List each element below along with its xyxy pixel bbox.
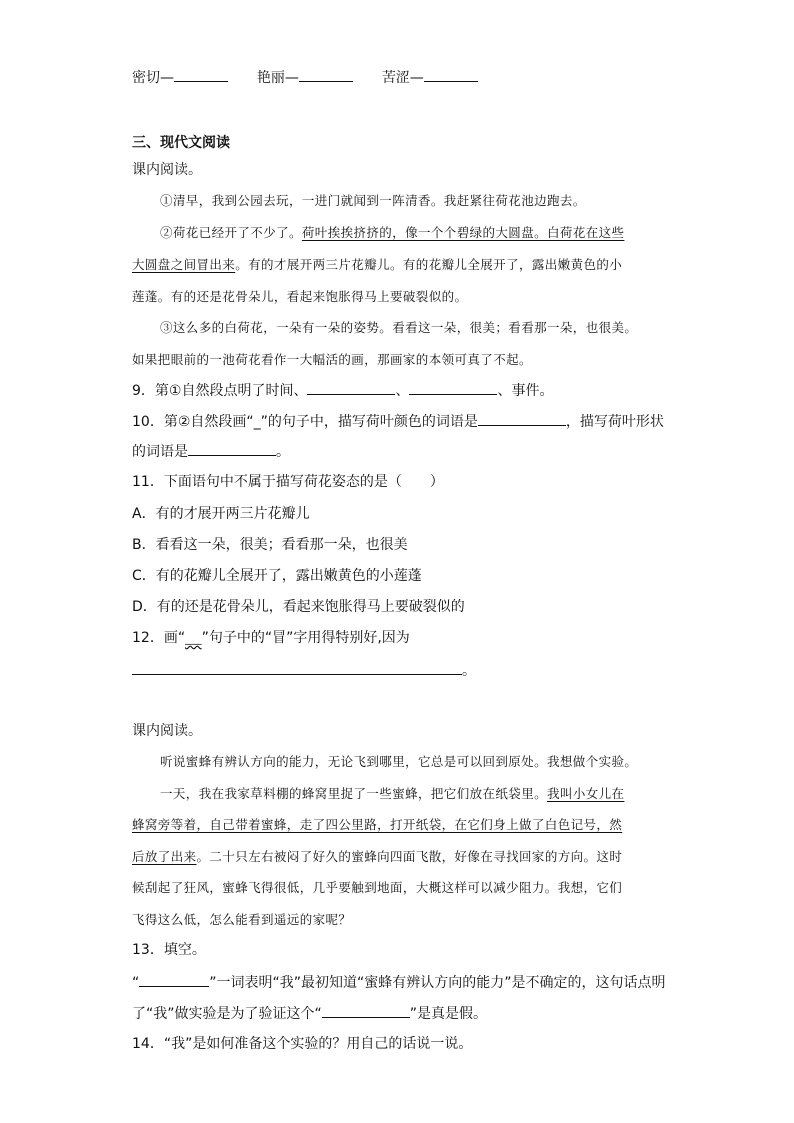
reading-intro-1: 课内阅读。 [132, 162, 202, 178]
passage1-para1: ①清早，我到公园去玩，一进门就闻到一阵清香。我赶紧往荷花池边跑去。 [160, 193, 586, 208]
vocab-word-3: 苦涩— [381, 70, 424, 86]
q10-blank-1[interactable] [478, 411, 566, 426]
question-13-line2: 了“我”做实验是为了验证这个“ ”是真是假。 [132, 1003, 487, 1024]
question-9: 9．第①自然段点明了时间、 、 、事件。 [132, 380, 553, 401]
passage1-para3-line2: 如果把眼前的一池荷花看作一大幅活的画，那画家的本领可真了不起。 [132, 352, 532, 367]
question-11: 11．下面语句中不属于描写荷花姿态的是（ ） [132, 474, 444, 490]
passage2-line3 [132, 815, 662, 835]
passage1-para3-line1: ③这么多的白荷花，一朵有一朵的姿势。看看这一朵，很美；看看那一朵，也很美。 [160, 320, 638, 335]
q13-blank-1[interactable] [139, 972, 209, 987]
passage2-line2: 一天，我在我家草料棚的蜂窝里捉了一些蜜蜂，把它们放在纸袋里。我叫小女儿在 [160, 786, 625, 801]
vocab-blank-2[interactable] [299, 67, 353, 82]
passage1-para2-line3: 莲蓬。有的还是花骨朵儿，看起来饱胀得马上要破裂似的。 [132, 289, 468, 304]
q11-option-d[interactable]: D．有的还是花骨朵儿，看起来饱胀得马上要破裂似的 [132, 599, 465, 615]
q9-blank-1[interactable] [307, 380, 395, 395]
question-13: 13．填空。 [132, 942, 206, 958]
passage1-para2-line2: 大圆盘之间冒出来。有的才展开两三片花瓣儿。有的花瓣儿全展开了，露出嫩黄色的小 [132, 257, 623, 272]
reading-intro-2: 课内阅读。 [132, 723, 202, 739]
q11-option-b[interactable]: B．看看这一朵，很美；看看那一朵，也很美 [132, 537, 408, 553]
question-12: 12．画“___”句子中的“冒”字用得特别好,因为 [132, 630, 410, 646]
q12-blank[interactable] [132, 660, 462, 675]
question-10-line2: 的词语是 。 [132, 441, 290, 462]
question-10-line1: 10．第②自然段画“_”的句子中，描写荷叶颜色的词语是 ，描写荷叶形状 [132, 411, 664, 432]
passage2-line4: 后放了出来。二十只左右被闷了好久的蜜蜂向四面飞散，好像在寻找回家的方向。这时 [132, 849, 623, 864]
q11-option-a[interactable]: A．有的才展开两三片花瓣儿 [132, 506, 310, 522]
underlined-sentence-2b: 大圆盘之间冒出来 [132, 257, 236, 272]
vocab-blank-1[interactable] [174, 67, 228, 82]
passage2-line1: 听说蜜蜂有辨认方向的能力，无论飞到哪里，它总是可以回到原处。我想做个实验。 [160, 754, 638, 769]
q13-blank-2[interactable] [322, 1003, 410, 1018]
vocab-word-1: 密切— [132, 70, 174, 86]
q10-blank-2[interactable] [188, 441, 276, 456]
q11-option-c[interactable]: C．有的花瓣儿全展开了，露出嫩黄色的小莲蓬 [132, 568, 422, 584]
passage2-line6: 飞得这么低，怎么能看到遥远的家呢？ [132, 912, 352, 927]
passage2-underline-3: 后放了出来 [132, 849, 197, 864]
passage2-line5: 候刮起了狂风，蜜蜂飞得很低，几乎要触到地面，大概这样可以减少阻力。我想，它们 [132, 880, 623, 895]
vocab-blank-3[interactable] [424, 67, 478, 82]
underlined-sentence-1: 荷叶挨挨挤挤的，像一个个碧绿的大圆盘。 [301, 225, 548, 240]
q9-blank-2[interactable] [409, 380, 497, 395]
section-heading: 三、现代文阅读 [132, 135, 230, 151]
vocab-word-2: 艳丽— [256, 70, 299, 86]
passage1-para2-line1: ②荷花已经开了不少了。荷叶挨挨挤挤的，像一个个碧绿的大圆盘。白荷花在这些 [160, 225, 625, 240]
passage2-underline-2: 蜂窝旁等着，自己带着蜜蜂，走了四公里路，打开纸袋，在它们身上做了白色记号，然 [132, 817, 623, 832]
underlined-sentence-2a: 白荷花在这些 [547, 225, 625, 240]
vocab-row [132, 67, 478, 88]
question-13-line1: “ ”一词表明“我”最初知道“蜜蜂有辨认方向的能力”是不确定的，这句话点明 [132, 972, 666, 993]
question-14: 14．“我”是如何准备这个实验的？用自己的话说一说。 [132, 1036, 473, 1052]
passage2-underline-1: 我叫小女儿在 [547, 786, 625, 801]
q12-answer-line: 。 [132, 660, 476, 681]
